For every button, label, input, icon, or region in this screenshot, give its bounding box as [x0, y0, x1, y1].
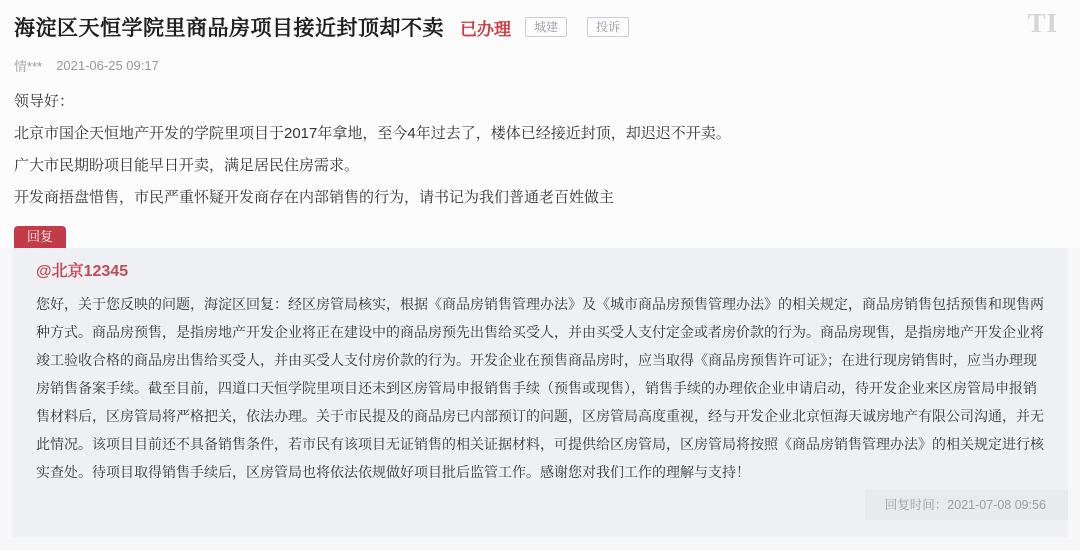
reply-panel	[12, 248, 1068, 537]
status-badge: 已办理	[460, 19, 511, 39]
author-name: 情***	[14, 58, 43, 74]
reply-body: 您好，关于您反映的问题，海淀区回复：经区房管局核实，根据《商品房销售管理办法》及《城市商品房预售管理办法》的相关规定，商品房销售包括预售和现售两种方式。商品房预售，是指房地产开发企业将正在建设中的商品房预先出售给买受人，并由买受人支付定金或者房价款的行为。商品房现售，是指房地产开发企业将竣工验收合格的商品房出售给买受人，并由买受人支付房价款的行为。开发企业在预售商品房时，应当取得《商品房预售许可证》；在进行现房销售时，应当办理现房销售备案手续。截至目前，四道口天恒学院里项目还未到区房管局申报销售手续（预售或现售），销售手续的办理依企业申请启动，待开发企业来区房管局申报销售材料后，区房管局将严格把关，依法办理。关于市民提及的商品房已内部预订的问题，区房管局高度重视，经与开发企业北京恒海天诚房地产有限公司沟通，并无此情况。该项目目前还不具备销售条件，若市民有该项目无证销售的相关证据材料，可提供给区房管局，区房管局将按照《商品房销售管理办法》的相关规定进行核实查处。待项目取得销售手续后，区房管局也将依法依规做好项目批后监管工作。感谢您对我们工作的理解与支持！	[36, 296, 1044, 480]
post-paragraph: 开发商捂盘惜售，市民严重怀疑开发商存在内部销售的行为，请书记为我们普通老百姓做主	[14, 189, 615, 206]
post-paragraph: 北京市国企天恒地产开发的学院里项目于2017年拿地，至今4年过去了，楼体已经接近封顶，却迟迟不开卖。	[14, 125, 731, 142]
post-paragraph: 广大市民期盼项目能早日开卖，满足居民住房需求。	[14, 157, 360, 174]
reply-time-box	[865, 490, 1068, 520]
tag-category: 城建	[525, 17, 567, 37]
post-section	[0, 0, 1080, 248]
tag-type: 投诉	[587, 17, 629, 37]
post-date: 2021-06-25 09:17	[56, 57, 159, 73]
post-paragraph: 领导好：	[14, 93, 75, 110]
post-title: 海淀区天恒学院里商品房项目接近封顶却不卖	[14, 17, 444, 40]
reply-time-value: 2021-07-08 09:56	[947, 498, 1046, 512]
reply-badge: 回复	[14, 226, 66, 248]
reply-time-label: 回复时间：	[884, 498, 948, 512]
post-meta	[14, 56, 1066, 74]
responder-name: @北京12345	[36, 263, 129, 280]
site-logo: TI	[1027, 8, 1058, 38]
title-row	[14, 8, 1066, 42]
post-body	[14, 86, 1066, 214]
